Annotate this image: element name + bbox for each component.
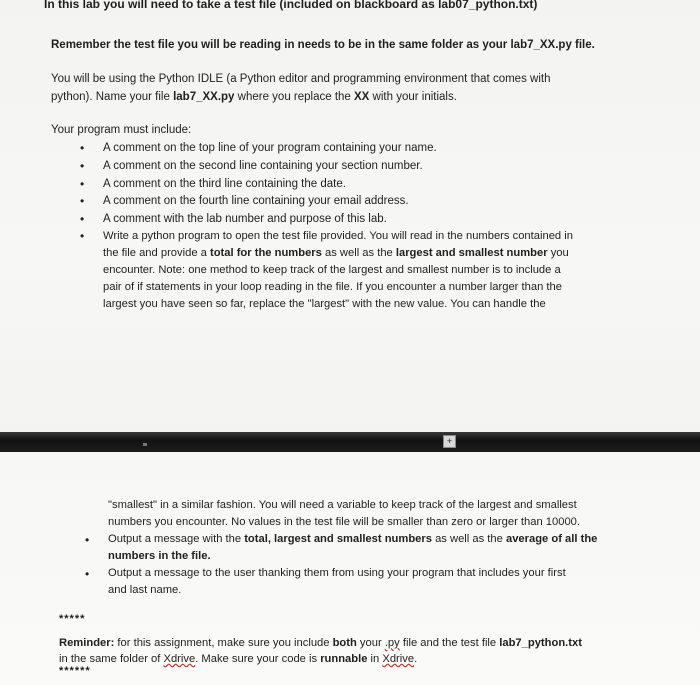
bullet-item-7-line-2: numbers in the file. — [108, 550, 211, 562]
must-include-heading: Your program must include: — [51, 124, 192, 136]
bullet-item-4: A comment on the fourth line containing your email address. — [103, 195, 409, 207]
plus-icon: + — [443, 435, 456, 448]
reminder-line-1: Reminder: for this assignment, make sure you include both your .py file and the test file lab7_python.txt — [59, 637, 582, 649]
bullet-dot: • — [80, 177, 85, 191]
document-page-bottom — [0, 452, 700, 685]
remember-line: Remember the test file you will be reading in needs to be in the same folder as your lab7_XX.py file. — [51, 39, 595, 51]
bullet-item-8-line-1: Output a message to the user thanking them from using your program that includes your first — [108, 567, 566, 579]
separator-mark — [143, 443, 147, 446]
bullet-dot: • — [85, 533, 90, 547]
bullet-dot: • — [80, 141, 85, 155]
bullet-item-6-line-4: pair of if statements in your loop reading in the file. If you encounter a number larger than the — [103, 281, 562, 293]
bullet-dot: • — [85, 567, 90, 581]
separator-stars-top: ***** — [59, 613, 86, 625]
bullet-item-7-line-1: Output a message with the total, largest and smallest numbers as well as the average of all the — [108, 533, 598, 545]
bullet-item-5: A comment with the lab number and purpose of this lab. — [103, 213, 387, 225]
page-separator — [0, 432, 700, 452]
continued-line-1: "smallest" in a similar fashion. You will need a variable to keep track of the largest and smallest — [108, 499, 577, 511]
intro-line: In this lab you will need to take a test file (included on blackboard as lab07_python.txt) — [44, 0, 538, 11]
bullet-item-6-line-2: the file and provide a total for the numbers as well as the largest and smallest number you — [103, 247, 569, 259]
idle-line-2: python). Name your file lab7_XX.py where you replace the XX with your initials. — [51, 91, 457, 103]
bullet-item-2: A comment on the second line containing your section number. — [103, 160, 423, 172]
bullet-item-6-line-3: encounter. Note: one method to keep track of the largest and smallest number is to include a — [103, 264, 561, 276]
bullet-item-1: A comment on the top line of your program containing your name. — [103, 142, 437, 154]
bullet-dot: • — [80, 194, 85, 208]
bullet-dot: • — [80, 159, 85, 173]
reminder-line-2: in the same folder of Xdrive. Make sure your code is runnable in Xdrive. — [59, 653, 418, 665]
separator-stars-bottom: ****** — [59, 665, 91, 677]
bullet-item-6-line-5: largest you have seen so far, replace the "largest" with the new value. You can handle the — [103, 298, 546, 310]
idle-line-1: You will be using the Python IDLE (a Python editor and programming environment that comes with — [51, 73, 551, 85]
bullet-item-3: A comment on the third line containing the date. — [103, 178, 346, 190]
bullet-item-8-line-2: and last name. — [108, 584, 182, 596]
bullet-dot: • — [80, 212, 85, 226]
bullet-item-6-line-1: Write a python program to open the test file provided. You will read in the numbers contained in — [103, 230, 573, 242]
continued-line-2: numbers you encounter. No values in the test file will be smaller than zero or larger than 10000. — [108, 516, 580, 528]
bullet-dot: • — [80, 229, 85, 243]
